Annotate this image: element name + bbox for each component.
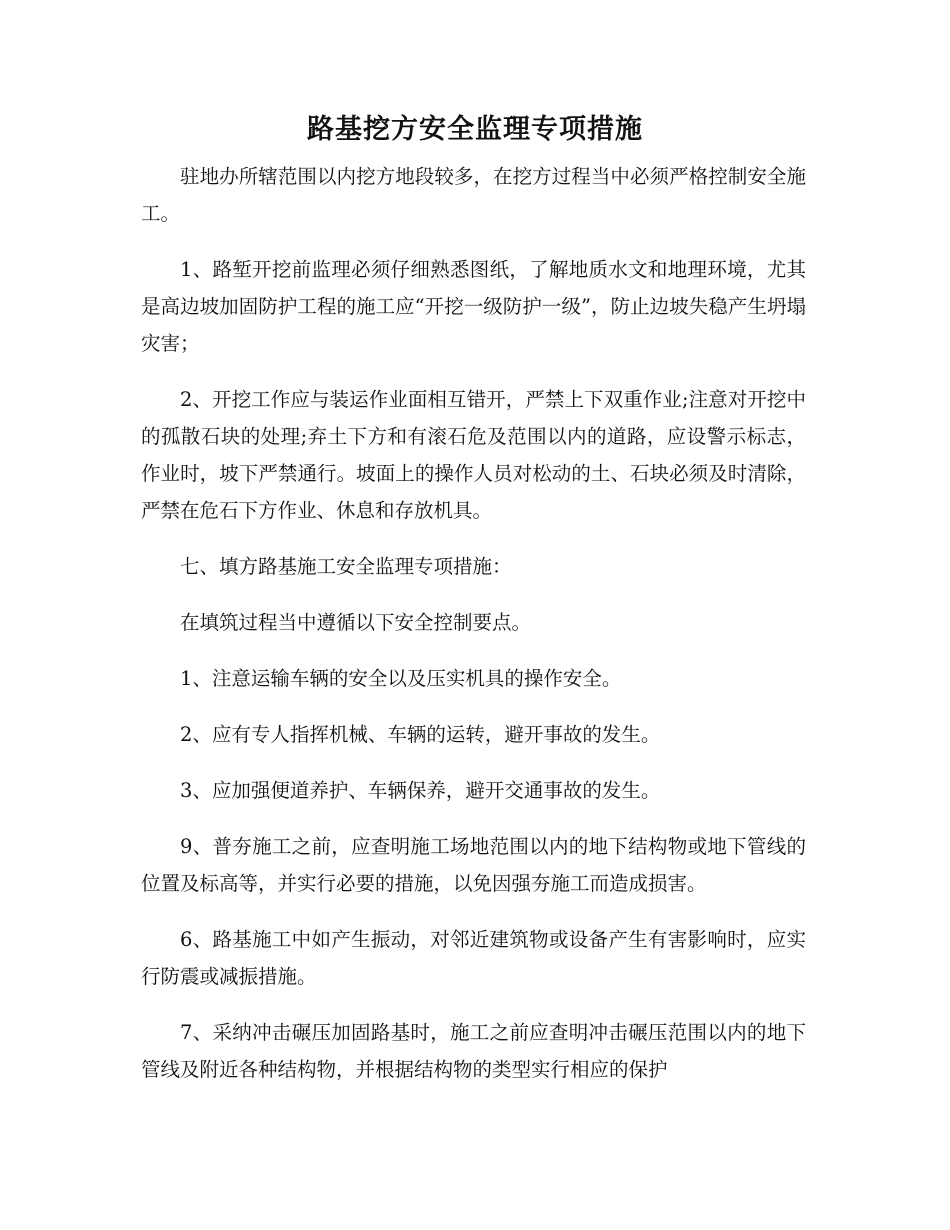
paragraph-item-2: 2、开挖工作应与装运作业面相互错开，严禁上下双重作业;注意对开挖中的孤散石块的处理;弃土下方和有滚石危及范围以内的道路，应设警示标志，作业时，坡下严禁通行。坡面上的操作人员对松动的土、石块必须及时清除，严禁在危石下方作业、休息和存放机具。	[141, 388, 806, 522]
section-heading-seven: 七、填方路基施工安全监理专项措施：	[180, 555, 512, 578]
paragraph-fill-item-2: 2、应有专人指挥机械、车辆的运转，避开事故的发生。	[180, 723, 661, 746]
paragraph-fill-intro: 在填筑过程当中遵循以下安全控制要点。	[180, 611, 532, 634]
document-title: 路基挖方安全监理专项措施	[307, 114, 643, 145]
paragraph-fill-item-3: 3、应加强便道养护、车辆保养，避开交通事故的发生。	[180, 779, 661, 802]
paragraph-item-6: 6、路基施工中如产生振动，对邻近建筑物或设备产生有害影响时，应实行防震或减振措施。	[141, 928, 806, 988]
paragraph-item-9: 9、普夯施工之前，应查明施工场地范围以内的地下结构物或地下管线的位置及标高等，并实行必要的措施，以免因强夯施工而造成损害。	[141, 835, 806, 895]
paragraph-fill-item-1: 1、注意运输车辆的安全以及压实机具的操作安全。	[180, 667, 622, 690]
paragraph-item-7: 7、采纳冲击碾压加固路基时，施工之前应查明冲击碾压范围以内的地下管线及附近各种结构物，并根据结构物的类型实行相应的保护	[141, 1021, 806, 1081]
document-body	[141, 158, 806, 1107]
paragraph-item-1: 1、路堑开挖前监理必须仔细熟悉图纸，了解地质水文和地理环境，尤其是高边坡加固防护工程的施工应“开挖一级防护一级”，防止边坡失稳产生坍塌灾害；	[141, 258, 806, 355]
paragraph-intro: 驻地办所辖范围以内挖方地段较多，在挖方过程当中必须严格控制安全施工。	[141, 165, 806, 225]
